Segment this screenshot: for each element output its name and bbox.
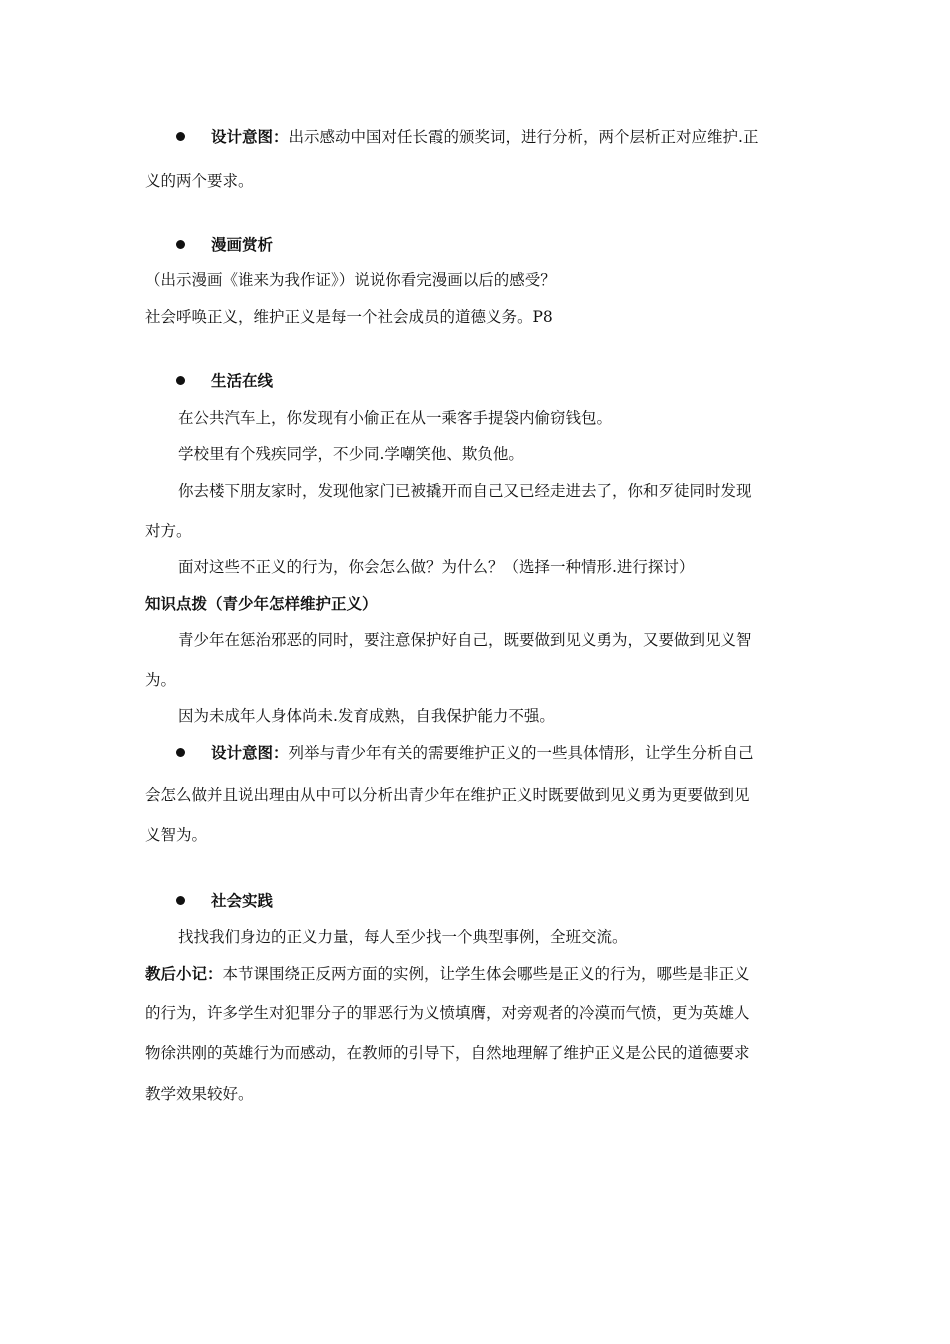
comic-line-2: 社会呼唤正义，维护正义是每一个社会成员的道德义务。P8	[145, 308, 553, 326]
design-intent-1-continuation: 义的两个要求。	[145, 172, 254, 190]
practice-heading: 社会实践	[211, 891, 274, 910]
reflection-line-3: 物徐洪刚的英雄行为而感动，在教师的引导下，自然地理解了维护正义是公民的道德要求	[145, 1044, 750, 1062]
knowledge-heading: 知识点拨（青少年怎样维护正义）	[145, 594, 378, 613]
design-intent-2-line	[176, 743, 841, 763]
practice-heading-line	[176, 891, 841, 911]
design-intent-label: 设计意图：	[211, 127, 289, 146]
design-intent-1-line	[176, 127, 841, 147]
comic-heading: 漫画赏析	[211, 235, 274, 254]
life-online-item-3-continuation: 对方。	[145, 522, 192, 540]
bullet-icon	[176, 896, 185, 905]
life-online-heading-line	[176, 371, 841, 391]
life-online-item-2: 学校里有个残疾同学，不少同.学嘲笑他、欺负他。	[178, 445, 524, 463]
bullet-icon	[176, 132, 185, 141]
design-intent-2-line-2: 会怎么做并且说出理由从中可以分析出青少年在维护正义时既要做到见义勇为更要做到见	[145, 786, 750, 804]
bullet-icon	[176, 748, 185, 757]
life-online-item-3: 你去楼下朋友家时，发现他家门已被撬开而自己又已经走进去了，你和歹徒同时发现	[178, 482, 752, 500]
life-online-question: 面对这些不正义的行为，你会怎么做？为什么？（选择一种情形.进行探讨）	[178, 558, 695, 576]
bullet-icon	[176, 240, 185, 249]
knowledge-line-1: 青少年在惩治邪恶的同时，要注意保护好自己，既要做到见义勇为，又要做到见义智	[178, 631, 752, 649]
knowledge-line-2: 为。	[145, 671, 177, 689]
design-intent-2-line-3: 义智为。	[145, 826, 208, 844]
practice-text: 找找我们身边的正义力量，每人至少找一个典型事例，全班交流。	[178, 928, 628, 946]
design-intent-text: 出示感动中国对任长霞的颁奖词，进行分析，两个层析正对应维护.正	[288, 128, 759, 146]
comic-line-1: （出示漫画《谁来为我作证》）说说你看完漫画以后的感受？	[145, 271, 556, 289]
reflection-text: 本节课围绕正反两方面的实例，让学生体会哪些是正义的行为，哪些是非正义	[222, 965, 750, 983]
design-intent-text: 列举与青少年有关的需要维护正义的一些具体情形，让学生分析自己	[288, 744, 754, 762]
reflection-line-2: 的行为，许多学生对犯罪分子的罪恶行为义愤填膺，对旁观者的冷漠而气愤，更为英雄人	[145, 1004, 750, 1022]
reflection-line-4: 教学效果较好。	[145, 1085, 254, 1103]
life-online-item-1: 在公共汽车上，你发现有小偷正在从一乘客手提袋内偷窃钱包。	[178, 409, 613, 427]
comic-heading-line	[176, 235, 841, 255]
design-intent-label: 设计意图：	[211, 743, 289, 762]
reflection-label: 教后小记：	[145, 964, 223, 983]
bullet-icon	[176, 376, 185, 385]
reflection-line-1	[145, 964, 810, 984]
knowledge-line-3: 因为未成年人身体尚未.发育成熟，自我保护能力不强。	[178, 707, 555, 725]
life-online-heading: 生活在线	[211, 371, 274, 390]
